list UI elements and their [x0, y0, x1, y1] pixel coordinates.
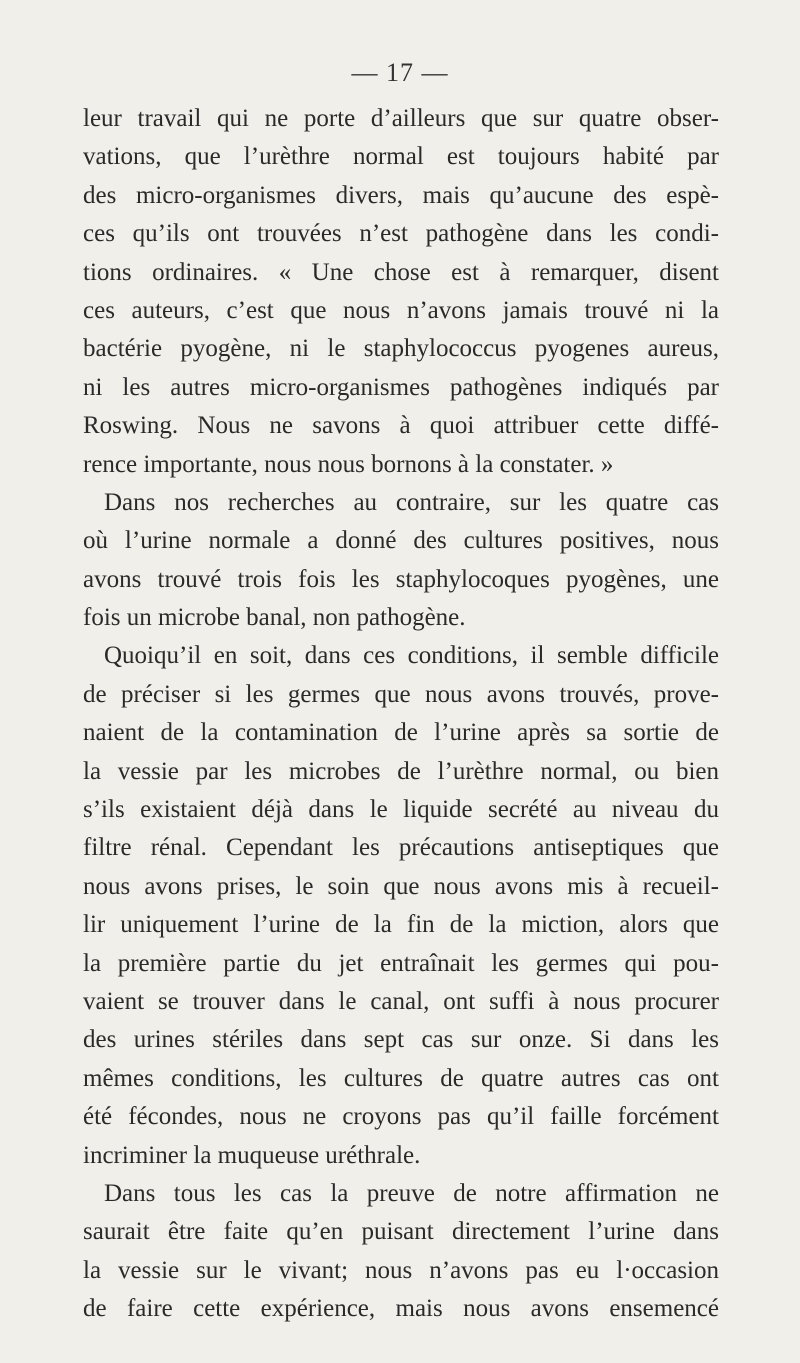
page-number: — 17 — [351, 58, 449, 87]
text-line: vaient se trouver dans le canal, ont suffi à nous procurer [83, 987, 719, 1015]
text-line: rence importante, nous nous bornons à la constater. » [83, 450, 614, 478]
text-line: des micro-organismes divers, mais qu’aucune des espè- [83, 181, 719, 209]
text-line: ces qu’ils ont trouvées n’est pathogène dans les condi- [83, 220, 719, 248]
text-line: incriminer la muqueuse uréthrale. [83, 1141, 421, 1169]
text-line: nous avons prises, le soin que nous avons mis à recueil- [83, 872, 719, 900]
text-line: été fécondes, nous ne croyons pas qu’il faille forcément [83, 1103, 719, 1131]
text-line: fois un microbe banal, non pathogène. [83, 604, 466, 632]
text-line: leur travail qui ne porte d’ailleurs que sur quatre obser- [83, 105, 719, 132]
text-line: ni les autres micro-organismes pathogènes indiqués par [83, 373, 719, 401]
text-line: Roswing. Nous ne savons à quoi attribuer cette diffé- [83, 412, 719, 440]
text-line: bactérie pyogène, ni le staphylococcus pyogenes aureus, [83, 335, 719, 363]
text-line: s’ils existaient déjà dans le liquide secrété au niveau du [83, 796, 719, 824]
text-line: de préciser si les germes que nous avons trouvés, prove- [83, 680, 719, 708]
text-line: où l’urine normale a donné des cultures positives, nous [83, 527, 719, 555]
text-line: Dans tous les cas la preuve de notre affirmation ne [104, 1179, 719, 1207]
text-line: filtre rénal. Cependant les précautions antiseptiques que [83, 834, 719, 862]
text-line: tions ordinaires. « Une chose est à remarquer, disent [83, 258, 719, 286]
text-line: naient de la contamination de l’urine après sa sortie de [83, 719, 719, 747]
text-line: la première partie du jet entraînait les germes qui pou- [83, 949, 719, 977]
text-line: lir uniquement l’urine de la fin de la miction, alors que [83, 911, 719, 939]
text-line: de faire cette expérience, mais nous avons ensemencé [83, 1295, 719, 1323]
text-line: mêmes conditions, les cultures de quatre autres cas ont [83, 1064, 719, 1092]
body-text [83, 100, 719, 1329]
text-line: vations, que l’urèthre normal est toujours habité par [83, 143, 719, 171]
text-line: la vessie sur le vivant; nous n’avons pas eu l·occasion [83, 1256, 719, 1284]
text-line: des urines stériles dans sept cas sur onze. Si dans les [83, 1026, 719, 1054]
text-line: la vessie par les microbes de l’urèthre normal, ou bien [83, 757, 719, 785]
text-line: Quoiqu’il en soit, dans ces conditions, il semble difficile [104, 642, 719, 670]
text-line: ces auteurs, c’est que nous n’avons jamais trouvé ni la [83, 296, 719, 324]
text-line: saurait être faite qu’en puisant directement l’urine dans [83, 1218, 719, 1246]
text-line: Dans nos recherches au contraire, sur les quatre cas [104, 488, 719, 516]
text-line: avons trouvé trois fois les staphylocoques pyogènes, une [83, 565, 719, 593]
